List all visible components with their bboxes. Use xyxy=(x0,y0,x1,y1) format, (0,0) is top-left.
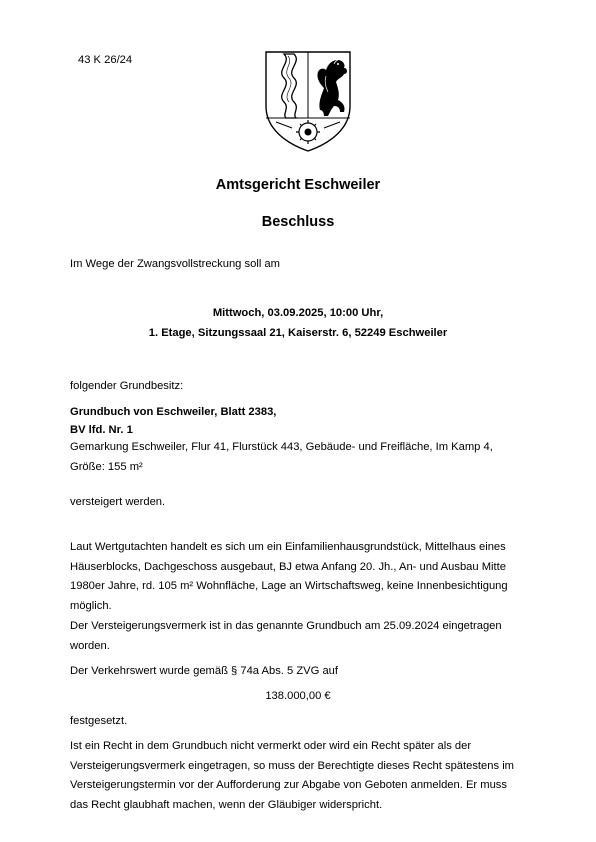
court-name: Amtsgericht Eschweiler xyxy=(215,177,381,193)
gemarkung-text: Gemarkung Eschweiler, Flur 41, Flurstück 443, Gebäude- und Freifläche, Im Kamp 4, Größe: 155 m² xyxy=(70,441,493,473)
versteigert-text: versteigert werden. xyxy=(70,496,166,508)
auction-location: 1. Etage, Sitzungssaal 21, Kaiserstr. 6, 52249 Eschweiler xyxy=(148,327,448,339)
recht-text: Ist ein Recht in dem Grundbuch nicht vermerkt oder wird ein Recht später als der Versteigerungsvermerk eingetragen, so muss der Berechtigte dieses Recht spätestens im Versteigerungstermin vor der Aufforderung zur Abgabe von Geboten anmelden. Er muss das Recht glaubhaft machen, wenn der Gläubiger widerspricht. xyxy=(70,740,514,811)
verkehrswert-intro: Der Verkehrswert wurde gemäß § 74a Abs. 5 ZVG auf xyxy=(70,665,339,677)
case-number: 43 K 26/24 xyxy=(78,54,133,66)
nrw-coat-of-arms-icon xyxy=(262,48,354,154)
wertgutachten-text: Laut Wertgutachten handelt es sich um ein Einfamilienhausgrundstück, Mittelhaus eines Häuserblocks, Dachgeschoss ausgebaut, BJ etwa Anfang 20. Jh., An- und Ausbau Mitte 1980er Jahre, rd. 105 m² Wohnfläche, Lage an Wirtschaftsweg, keine Innenbesichtigung möglich. xyxy=(70,541,508,612)
grundbuch-line: Grundbuch von Eschweiler, Blatt 2383, xyxy=(70,406,277,418)
property-intro: folgender Grundbesitz: xyxy=(70,380,184,392)
bv-line: BV lfd. Nr. 1 xyxy=(70,424,133,436)
intro-text: Im Wege der Zwangsvollstreckung soll am xyxy=(70,258,280,270)
vermerk-text: Der Versteigerungsvermerk ist in das genannte Grundbuch am 25.09.2024 eingetragen worden. xyxy=(70,620,502,652)
auction-date: Mittwoch, 03.09.2025, 10:00 Uhr, xyxy=(212,307,384,319)
verkehrswert-amount: 138.000,00 € xyxy=(265,690,331,702)
document-title: Beschluss xyxy=(261,214,335,230)
festgesetzt-text: festgesetzt. xyxy=(70,715,128,727)
